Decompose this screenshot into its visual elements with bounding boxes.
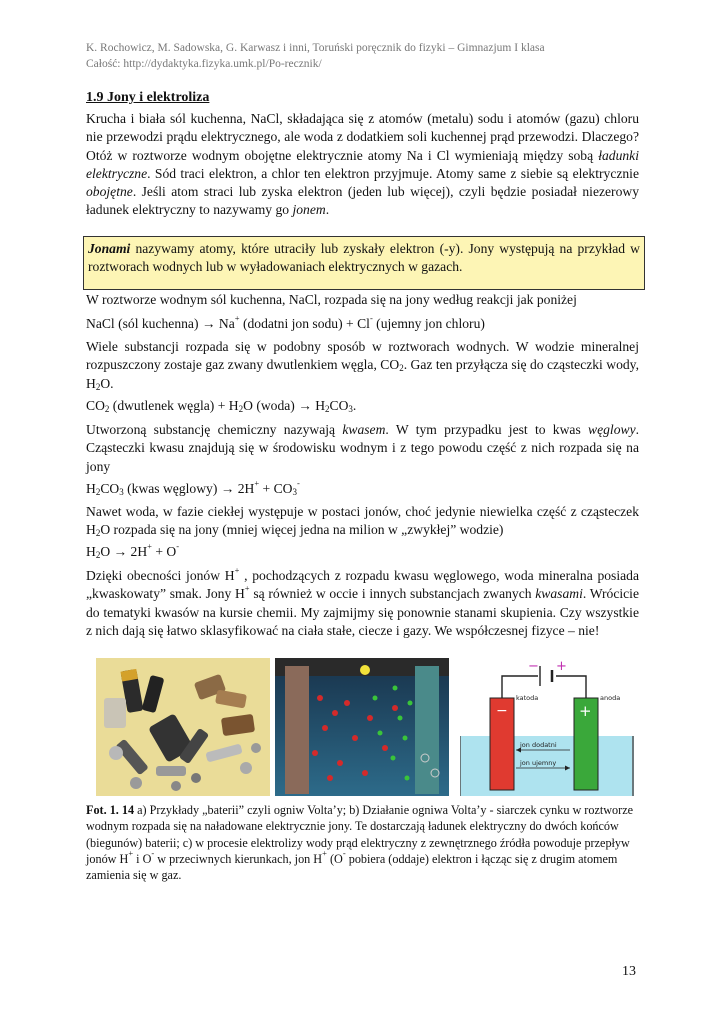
header-line-2: Całość: http://dydaktyka.fizyka.umk.pl/Po-recznik/ [86, 58, 322, 70]
page-header [86, 40, 545, 72]
equation-water: $H_2O \to 2H^+ + O^-$ [86, 541, 180, 560]
battery-plus-label: + [556, 659, 567, 674]
figure-caption: Fot. 1. 14 a) Przykłady „baterii” czyli ogniw Volta’y; b) Działanie ogniwa Volta’y - siarczek cynku w roztworze wodnym rozpada się na naładowane elektrycznie jony. Te dostarczają ładunek elektryczny do dwóch końców (biegunów) baterii; c) w procesie elektrolizy wody prąd elektryczny z zewnętrznego źródła powoduje przepływ jonów H+ i O- w przeciwnych kierunkach, jon H+ (O- pobiera (oddaje) elektron i łącząc się z drugim atomem zamienia się w gaz. [86, 803, 634, 883]
definition-text: nazywamy atomy, które utraciły lub zyskały elektron (-y). Jony występują na przykład w roztworach wodnych lub w wyładowaniach elektrycznych w gazach. [88, 241, 640, 275]
battery-minus-label: − [528, 659, 539, 674]
batteries-photo [96, 658, 270, 796]
nacl-paragraph: W roztworze wodnym sól kuchenna, NaCl, rozpada się na jony według reakcji jak poniżej [86, 292, 577, 307]
electrolysis-illustration [460, 658, 634, 796]
equation-co2: $CO_2$ (dwutlenek węgla) + $H_2O$ (woda) → $H_2CO_3$. [86, 398, 357, 414]
anode-sign: + [579, 702, 592, 720]
electrolysis-diagram [460, 658, 634, 796]
definition-box [83, 236, 645, 290]
caption-label: Fot. 1. 14 [86, 803, 135, 817]
definition-term: Jonami [88, 241, 131, 256]
final-paragraph: Dzięki obecności jonów H+ , pochodzących z rozpadu kwasu węglowego, woda mineralna posiada „kwaskowaty” smak. Jony H+ są również w occie i innych substancjach zwanych kwasami. Wrócicie do tematyki kwasów na kursie chemii. My zajmijmy się ponownie stanami skupienia. Czy wszystkie z nich dają się łatwo sklasyfikować na ciała stałe, ciecze i gazy. We współczesnej fizyce – nie! [86, 565, 639, 638]
header-line-1: K. Rochowicz, M. Sadowska, G. Karwasz i inni, Toruński poręcznik do fizyki – Gimnazjum I klasa [86, 42, 545, 54]
intro-paragraph: Krucha i biała sól kuchenna, NaCl, składająca się z atomów (metalu) sodu i atomów (gazu) chloru nie przewodzi prądu elektrycznego, ale woda z dodatkiem soli kuchennej prąd przewodzi. Dlaczego? Otóż w roztworze wodnym obojętne elektrycznie atomy Na i Cl wymieniają między sobą ładunki elektryczne. Sód traci elektron, a chlor ten elektron przyjmuje. Atomy same z siebie są elektrycznie obojętne. Jeśli atom straci lub zyska elektron (jeden lub więcej), czyli będzie posiadał niezerowy ładunek elektryczny to nazywamy go jonem. [86, 111, 639, 218]
section-title: 1.9 Jony i elektroliza [86, 90, 210, 105]
anode-label: anoda [600, 694, 621, 702]
page-number: 13 [622, 964, 636, 979]
cathode-label: katoda [516, 694, 539, 702]
equation-nacl: NaCl (sól kuchenna) → Na+ (dodatni jon sodu) + Cl- (ujemny jon chloru) [86, 313, 485, 331]
positive-ion-label: jon dodatni [520, 741, 557, 749]
batteries-illustration [96, 658, 270, 796]
acid-paragraph: Utworzoną substancję chemiczny nazywają kwasem. W tym przypadku jest to kwas węglowy. Cząsteczki kwasu znajdują się w środowisku wodnym i z tego powodu część z nich rozpada się na jony [86, 422, 640, 474]
negative-ion-label: jon ujemny [520, 759, 557, 767]
cathode-sign: − [496, 703, 508, 719]
volta-cell-illustration [275, 658, 449, 796]
volta-cell-simulation [275, 658, 449, 796]
co2-paragraph: Wiele substancji rozpada się w podobny sposób w roztworach wodnych. W wodzie mineralnej rozpuszczony zostaje gaz zwany dwutlenkiem węgla, $CO_2$. Gaz ten przyłącza się do cząsteczki wody, $H_2O$. [86, 339, 639, 392]
equation-carbonic-acid: $H_2CO_3$ (kwas węglowy) → $2H^+ + CO_3^-$ [86, 478, 300, 497]
water-paragraph: Nawet woda, w fazie ciekłej występuje w postaci jonów, choć jedynie niewielka część z cząsteczek $H_2O$ rozpada się na jony (mniej więcej jedna na milion w „zwykłej” wodzie) [86, 504, 639, 539]
